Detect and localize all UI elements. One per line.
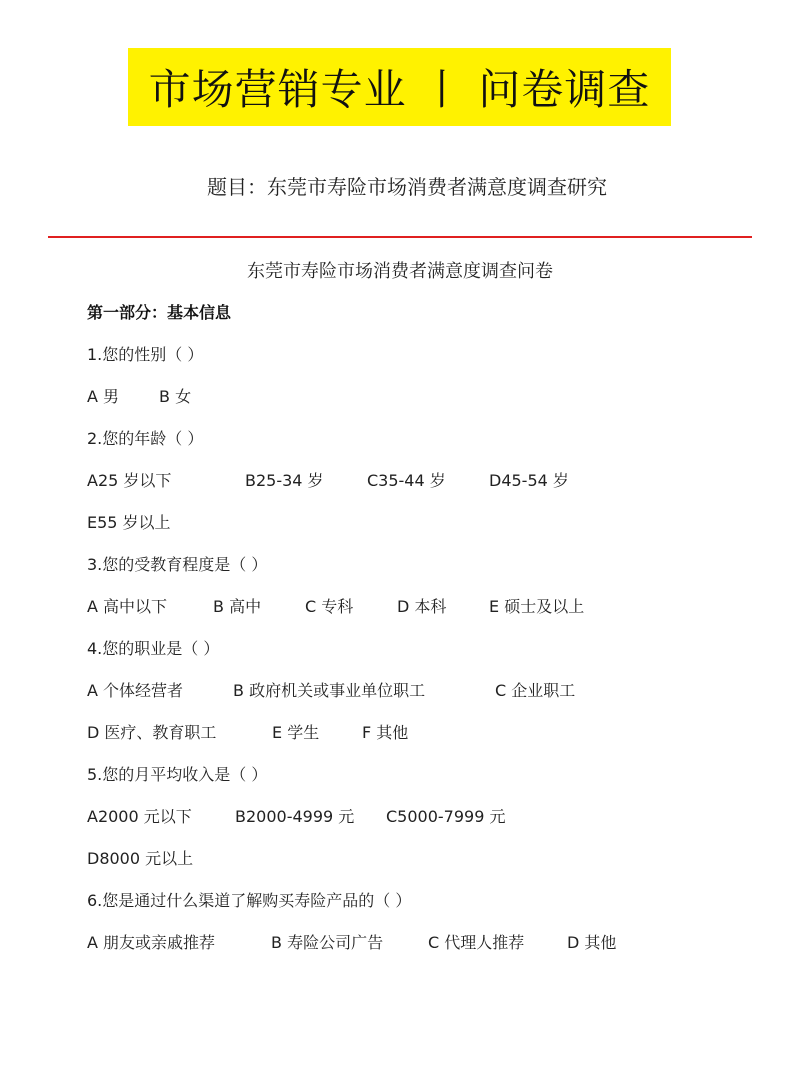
section-title: 第一部分：基本信息 <box>87 303 232 322</box>
option-c[interactable]: C 代理人推荐 <box>428 933 525 952</box>
option-d[interactable]: D8000 元以上 <box>87 849 194 868</box>
option-a[interactable]: A 高中以下 <box>87 597 168 616</box>
survey-title: 东莞市寿险市场消费者满意度调查问卷 <box>247 261 553 282</box>
option-b[interactable]: B 女 <box>159 387 192 406</box>
option-e[interactable]: E 学生 <box>272 723 320 742</box>
question-3: 3.您的受教育程度是（ ） <box>87 555 268 574</box>
option-c[interactable]: C 专科 <box>305 597 354 616</box>
option-c[interactable]: C5000-7999 元 <box>386 807 506 826</box>
option-a[interactable]: A 男 <box>87 387 120 406</box>
option-c[interactable]: C 企业职工 <box>495 681 576 700</box>
option-c[interactable]: C35-44 岁 <box>367 471 446 490</box>
option-e[interactable]: E55 岁以上 <box>87 513 171 532</box>
option-a[interactable]: A 朋友或亲戚推荐 <box>87 933 216 952</box>
option-b[interactable]: B2000-4999 元 <box>235 807 355 826</box>
question-1: 1.您的性别（ ） <box>87 345 204 364</box>
option-b[interactable]: B25-34 岁 <box>245 471 324 490</box>
option-b[interactable]: B 政府机关或事业单位职工 <box>233 681 426 700</box>
question-6: 6.您是通过什么渠道了解购买寿险产品的（ ） <box>87 891 412 910</box>
option-d[interactable]: D 本科 <box>397 597 447 616</box>
option-f[interactable]: F 其他 <box>362 723 409 742</box>
option-a[interactable]: A25 岁以下 <box>87 471 172 490</box>
question-5: 5.您的月平均收入是（ ） <box>87 765 268 784</box>
option-e[interactable]: E 硕士及以上 <box>489 597 585 616</box>
option-d[interactable]: D45-54 岁 <box>489 471 569 490</box>
option-d[interactable]: D 其他 <box>567 933 617 952</box>
option-d[interactable]: D 医疗、教育职工 <box>87 723 217 742</box>
option-b[interactable]: B 寿险公司广告 <box>271 933 384 952</box>
header-banner: 市场营销专业 丨 问卷调查 <box>128 48 671 126</box>
option-a[interactable]: A 个体经营者 <box>87 681 184 700</box>
question-4: 4.您的职业是（ ） <box>87 639 220 658</box>
option-b[interactable]: B 高中 <box>213 597 262 616</box>
topic-line: 题目：东莞市寿险市场消费者满意度调查研究 <box>207 175 607 199</box>
question-2: 2.您的年龄（ ） <box>87 429 204 448</box>
divider-line <box>48 236 752 238</box>
option-a[interactable]: A2000 元以下 <box>87 807 192 826</box>
